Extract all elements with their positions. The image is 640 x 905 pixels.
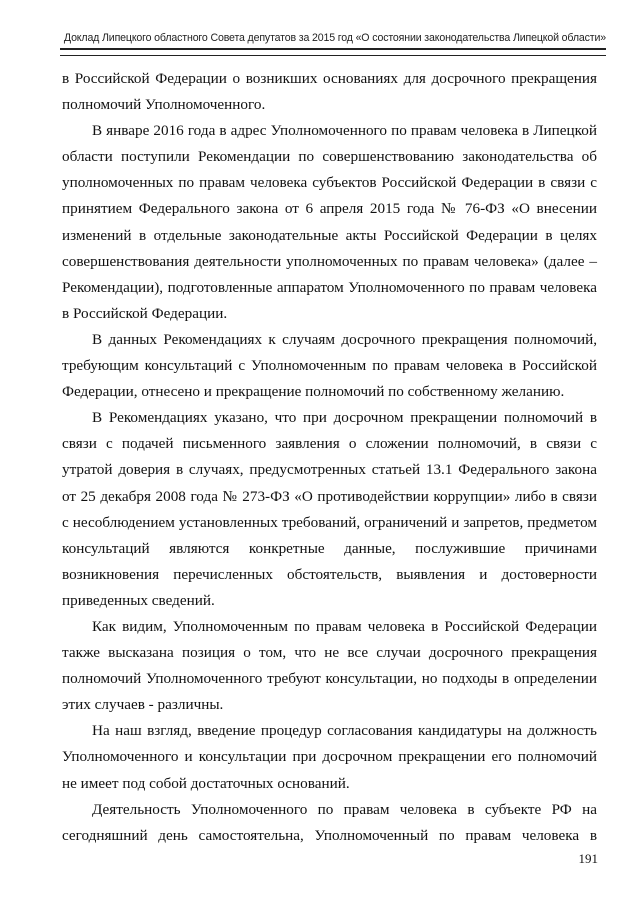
paragraph: В данных Рекомендациях к случаям досрочного прекращения полномочий, требующим консультаций с Уполномоченным по правам человека в Российской Федерации, отнесено и прекращение полномочий по собственному желанию.	[62, 330, 597, 401]
running-header	[60, 32, 606, 56]
document-body	[62, 66, 597, 849]
paragraph: Деятельность Уполномоченного по правам человека в субъекте РФ на сегодняшний день самостоятельна, Уполномоченный по правам человека в	[62, 800, 597, 844]
paragraph: На наш взгляд, введение процедур согласования кандидатуры на должность Уполномоченного и консультации при досрочном прекращении его полномочий не имеет под собой достаточных оснований.	[62, 722, 597, 792]
paragraph: Как видим, Уполномоченным по правам человека в Российской Федерации также высказана позиция о том, что не все случаи досрочного прекращения полномочий Уполномоченного требуют консультации, но подходы в определении этих случаев - различны.	[62, 617, 597, 714]
paragraph: В Рекомендациях указано, что при досрочном прекращении полномочий в связи с подачей письменного заявления о сложении полномочий, в связи с утратой доверия в случаях, предусмотренных статьей 13.1 Федерального закона от 25 декабря 2008 года № 273-ФЗ «О противодействии коррупции» либо в связи с несоблюдением установленных требований, ограничений и запретов, предметом консультаций являются конкретные данные, послужившие причинами возникновения перечисленных обстоятельств, выявления и достоверности приведенных сведений.	[62, 409, 597, 609]
paragraph: В январе 2016 года в адрес Уполномоченного по правам человека в Липецкой области поступили Рекомендации по совершенствованию законодательства об уполномоченных по правам человека субъектов Российской Федерации в связи с принятием Федерального закона от 6 апреля 2015 года № 76-ФЗ «О внесении изменений в отдельные законодательные акты Российской Федерации в целях совершенствования деятельности уполномоченных по правам человека» (далее – Рекомендации), подготовленные аппаратом Уполномоченного по правам человека в Российской Федерации.	[62, 122, 597, 322]
paragraph: в Российской Федерации о возникших основаниях для досрочного прекращения полномочий Уполномоченного.	[62, 70, 597, 114]
page-number: 191	[578, 851, 598, 866]
header-divider	[60, 48, 606, 56]
header-title: Доклад Липецкого областного Совета депутатов за 2015 год «О состоянии законодательства Липецкой области»	[63, 32, 606, 44]
